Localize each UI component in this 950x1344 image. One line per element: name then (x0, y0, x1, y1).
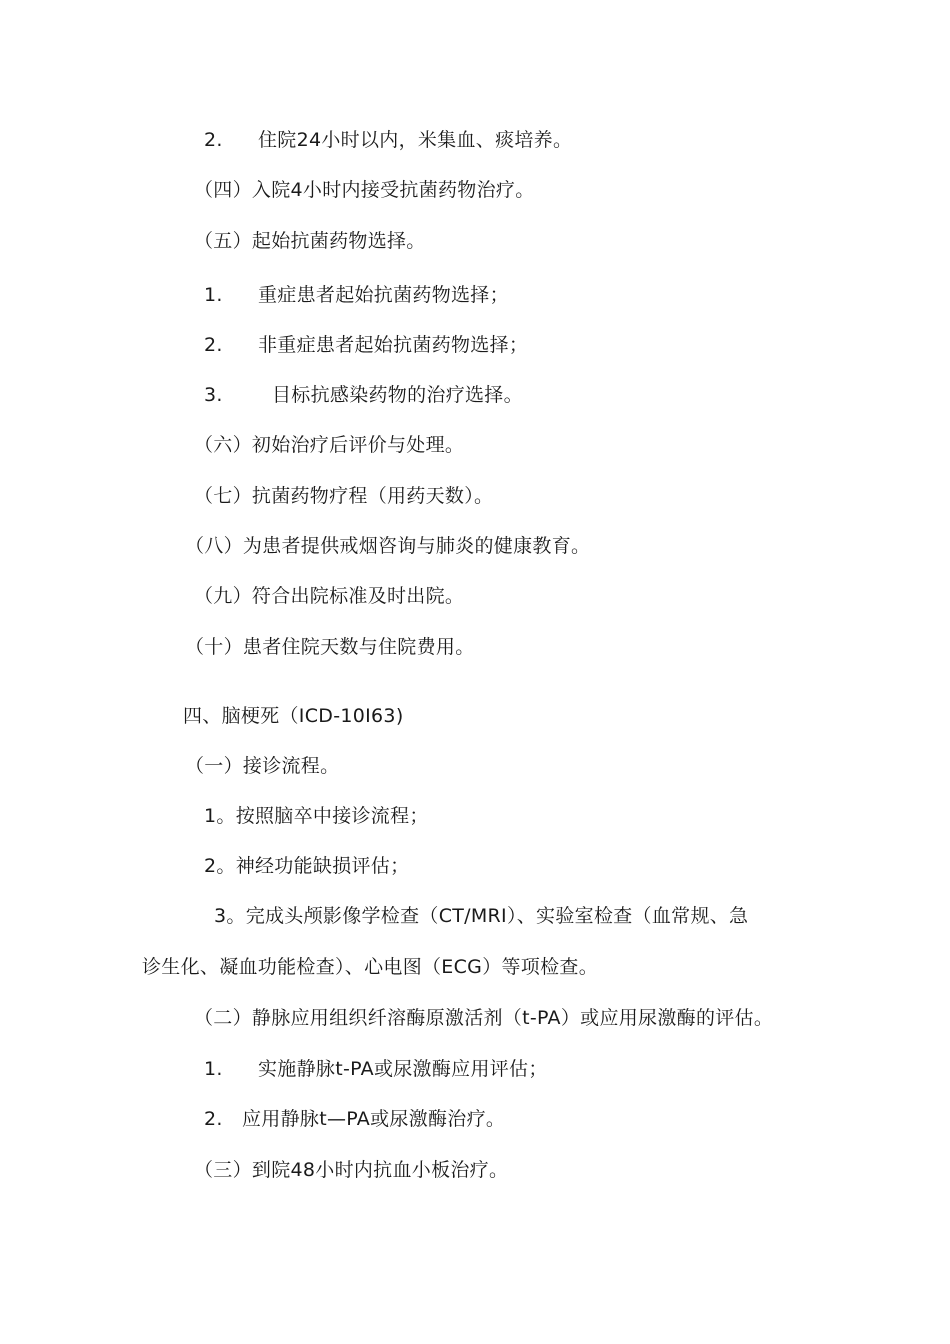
list-item (204, 1107, 505, 1131)
item-text: 住院24小时以内，米集血、痰培养。 (258, 129, 573, 151)
list-item: 2。神经功能缺损评估； (204, 855, 410, 877)
list-item (204, 128, 572, 152)
item-text: 实施静脉t-PA或尿激酶应用评估； (258, 1058, 548, 1080)
section-heading: （七）抗菌药物疗程（用药天数）。 (194, 485, 494, 507)
chapter-heading: 四、脑梗死（ICD-10I63) (183, 705, 404, 727)
list-item (204, 283, 509, 307)
item-number: 1. (204, 284, 223, 306)
paragraph-line: 3。完成头颅影像学检查（CT/MRI）、实验室检查（血常规、急 (214, 905, 749, 927)
item-text: 重症患者起始抗菌药物选择； (258, 284, 509, 306)
section-heading: （十）患者住院天数与住院费用。 (185, 636, 475, 658)
section-heading: （二）静脉应用组织纤溶酶原激活剂（t-PA）或应用尿激酶的评估。 (194, 1007, 774, 1029)
section-heading: （九）符合出院标准及时出院。 (194, 585, 465, 607)
section-heading: （五）起始抗菌药物选择。 (194, 230, 426, 252)
item-number: 2. (204, 1108, 223, 1130)
section-heading: （三）到院48小时内抗血小板治疗。 (194, 1159, 509, 1181)
list-item (204, 383, 523, 407)
list-item (204, 1057, 548, 1081)
section-heading: （六）初始治疗后评价与处理。 (194, 434, 465, 456)
section-heading: （四）入院4小时内接受抗菌药物治疗。 (194, 179, 535, 201)
item-number: 2. (204, 129, 223, 151)
list-item: 1。按照脑卒中接诊流程； (204, 805, 429, 827)
item-text: 应用静脉t—PA或尿激酶治疗。 (242, 1108, 506, 1130)
item-text: 非重症患者起始抗菌药物选择； (258, 334, 529, 356)
item-text: 目标抗感染药物的治疗选择。 (272, 384, 523, 406)
section-heading: （八）为患者提供戒烟咨询与肺炎的健康教育。 (185, 535, 591, 557)
item-number: 2. (204, 334, 223, 356)
section-heading: （一）接诊流程。 (185, 755, 340, 777)
paragraph-line: 诊生化、凝血功能检查）、心电图（ECG）等项检查。 (142, 956, 598, 978)
item-number: 3. (204, 384, 223, 406)
item-number: 1. (204, 1058, 223, 1080)
list-item (204, 333, 528, 357)
